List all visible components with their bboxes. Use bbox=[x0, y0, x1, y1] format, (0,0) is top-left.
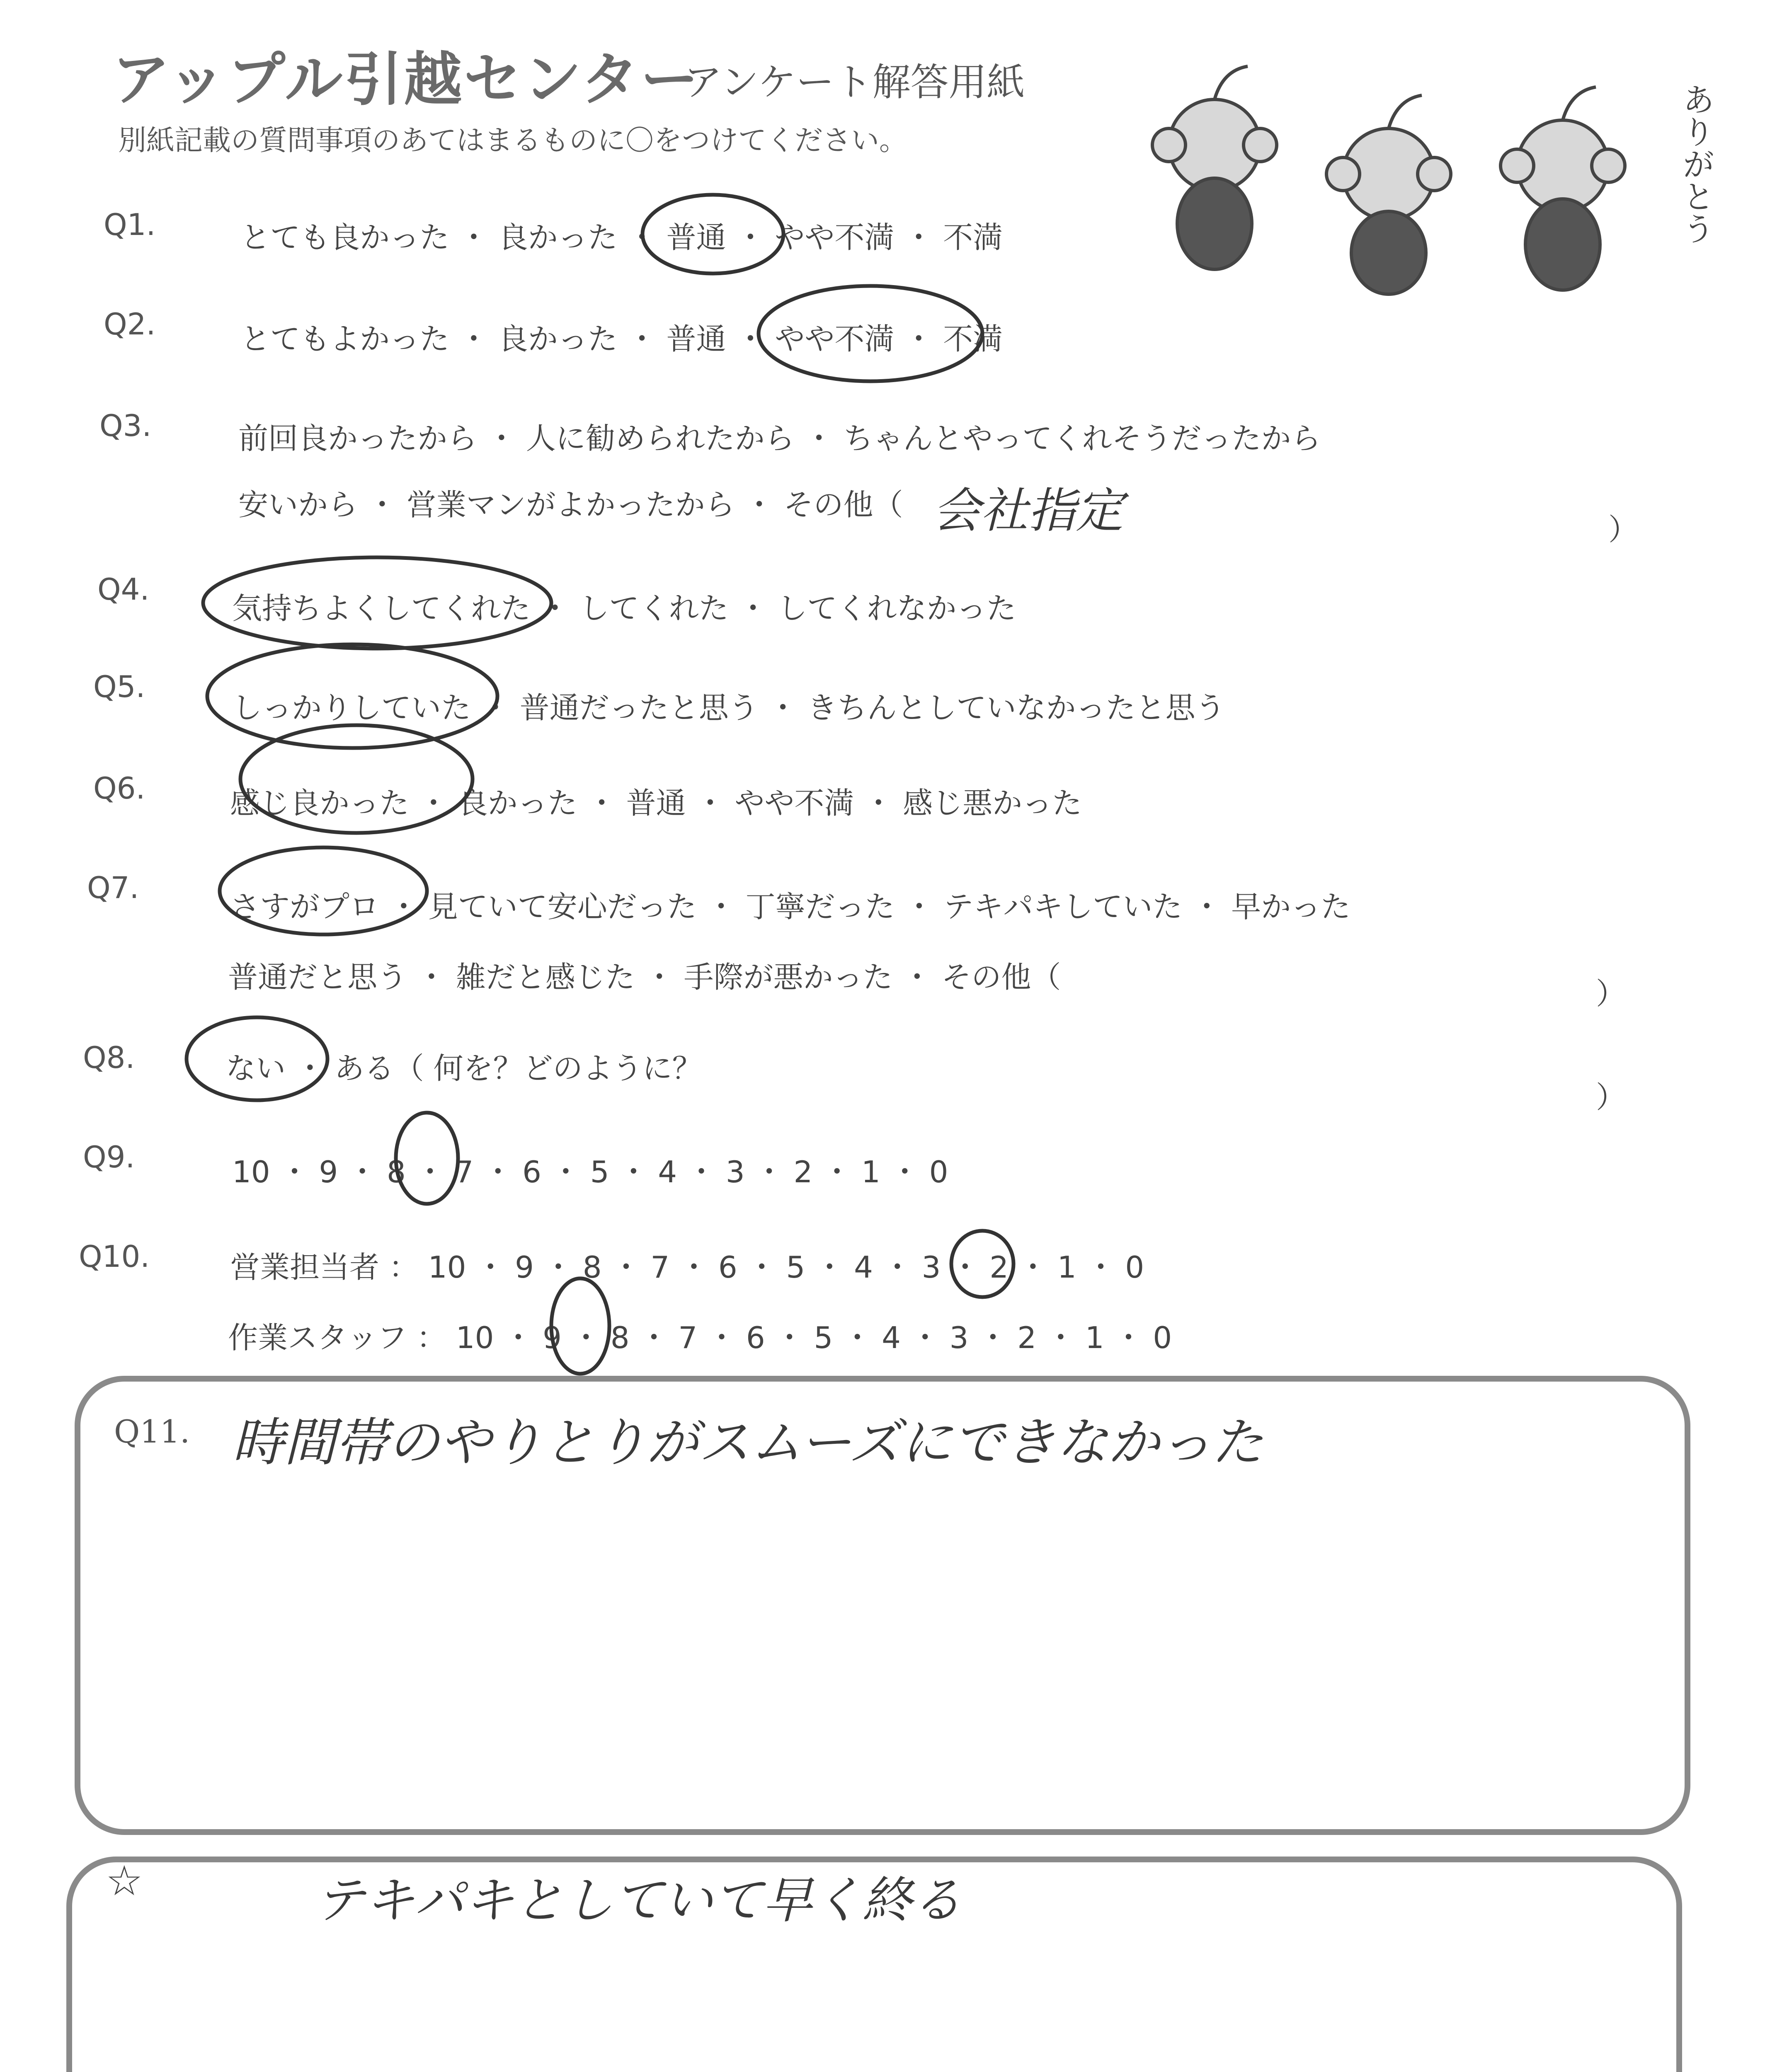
q5-number: Q5. bbox=[93, 669, 145, 704]
q3-close-paren: ） bbox=[1608, 512, 1639, 547]
instruction-text: 別紙記載の質問事項のあてはまるものに〇をつけてください。 bbox=[118, 124, 908, 157]
q7-selected-circle bbox=[220, 847, 427, 934]
q6-number: Q6. bbox=[93, 771, 145, 806]
q2-number: Q2. bbox=[104, 307, 156, 341]
q4-options: 気持ちよくしてくれた ・ してくれた ・ してくれなかった bbox=[232, 591, 1016, 626]
q10-staff-scale: 作業スタッフ ： 10 ・ 9 ・ 8 ・ 7 ・ 6 ・ 5 ・ 4 ・ 3 ・ 2 ・ 1 ・ 0 bbox=[228, 1320, 1172, 1355]
q6-options: 感じ良かった ・ 良かった ・ 普通 ・ やや不満 ・ 感じ悪かった bbox=[230, 786, 1082, 821]
q10-sales-scale: 営業担当者 ： 10 ・ 9 ・ 8 ・ 7 ・ 6 ・ 5 ・ 4 ・ 3 ・ 2 ・ 1 ・ 0 bbox=[230, 1250, 1144, 1285]
q11-handwritten-answer: 時間帯のやりとりがスムーズにできなかった bbox=[232, 1413, 1263, 1473]
q3-other-handwriting: 会社指定 bbox=[933, 483, 1123, 539]
q9-number: Q9. bbox=[83, 1140, 135, 1174]
q7-number: Q7. bbox=[87, 870, 139, 905]
q5-selected-circle bbox=[207, 644, 497, 748]
q10-staff-selected-circle bbox=[551, 1278, 609, 1374]
q9-selected-circle bbox=[396, 1113, 458, 1204]
q2-selected-circle bbox=[759, 286, 982, 381]
q2-options: とてもよかった ・ 良かった ・ 普通 ・ やや不満 ・ 不満 bbox=[240, 322, 1003, 356]
q3-options-line2: 安いから ・ 営業マンがよかったから ・ その他（ bbox=[238, 487, 903, 522]
q3-number: Q3. bbox=[99, 408, 152, 443]
q1-options: とても良かった ・ 良かった ・ 普通 ・ やや不満 ・ 不満 bbox=[240, 220, 1003, 255]
star-mark: ☆ bbox=[106, 1857, 143, 1905]
q4-number: Q4. bbox=[97, 572, 150, 607]
q3-options-line1: 前回良かったから ・ 人に勧められたから ・ ちゃんとやってくれそうだったから bbox=[238, 421, 1321, 456]
thank-you-text: ありがとう bbox=[1677, 83, 1714, 244]
q1-number: Q1. bbox=[104, 207, 156, 242]
q1-selected-circle bbox=[642, 195, 783, 274]
q7-close-paren: ） bbox=[1596, 976, 1626, 1011]
q8-options: ない ・ ある（ 何を？どのように？ bbox=[226, 1051, 702, 1086]
document-title: アップル引越センター bbox=[112, 46, 701, 114]
comment-handwritten-answer: テキパキとしていて早く終る bbox=[315, 1872, 962, 1929]
q9-scale: 10 ・ 9 ・ 8 ・ 7 ・ 6 ・ 5 ・ 4 ・ 3 ・ 2 ・ 1 ・ 0 bbox=[232, 1155, 948, 1189]
q7-options-line2: 普通だと思う ・ 雑だと感じた ・ 手際が悪かった ・ その他（ bbox=[228, 960, 1061, 995]
q10-number: Q10. bbox=[79, 1239, 150, 1274]
q10-sales-selected-circle bbox=[951, 1231, 1013, 1297]
q11-label: Q11. bbox=[114, 1413, 190, 1450]
q6-selected-circle bbox=[240, 725, 473, 833]
q8-close-paren: ） bbox=[1596, 1080, 1626, 1115]
document-subtitle: アンケート解答用紙 bbox=[684, 60, 1025, 104]
q8-number: Q8. bbox=[83, 1040, 135, 1075]
q4-selected-circle bbox=[203, 557, 551, 649]
q8-selected-circle bbox=[187, 1017, 327, 1100]
q5-options: しっかりしていた ・ 普通だったと思う ・ きちんとしていなかったと思う bbox=[232, 690, 1225, 725]
q7-options-line1: さすがプロ ・ 見ていて安心だった ・ 丁寧だった ・ テキパキしていた ・ 早かった bbox=[230, 889, 1351, 924]
